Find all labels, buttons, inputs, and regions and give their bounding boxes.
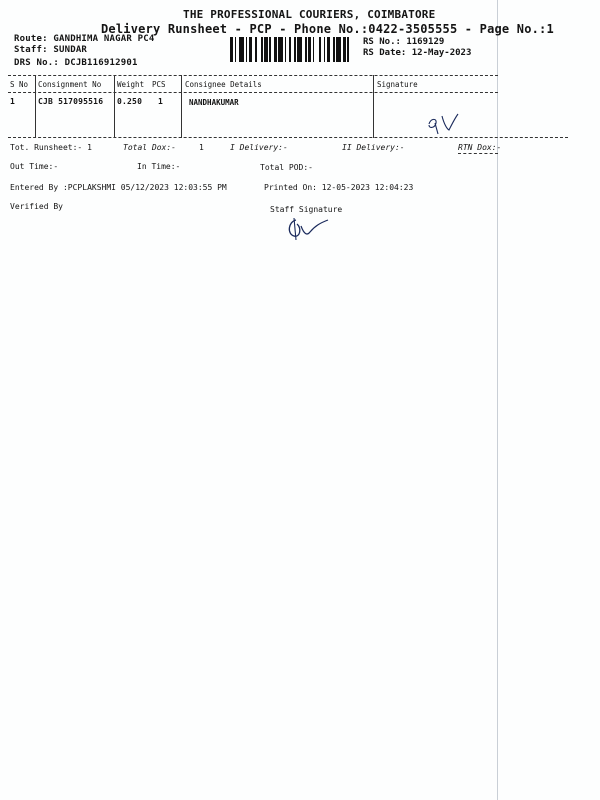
entered-by: Entered By :PCPLAKSHMI 05/12/2023 12:03:55 PM (10, 183, 227, 192)
route-line (14, 34, 154, 44)
cell-pcs: 1 (158, 97, 164, 106)
cell-consignment: CJB 517095516 (38, 97, 104, 106)
i-delivery: I Delivery:- (230, 143, 288, 152)
staff-signature-label: Staff Signature (270, 205, 343, 214)
table-top-border (8, 75, 498, 76)
barcode-bar (349, 37, 352, 62)
staff-line (14, 45, 87, 55)
scan-edge-line (497, 0, 498, 800)
total-dox-label: Total Dox:- (123, 143, 176, 152)
drs-value: DCJB116912901 (64, 58, 138, 68)
th-sno: S No (10, 80, 29, 89)
tot-runsheet: Tot. Runsheet:- 1 (10, 143, 92, 152)
route-value: GANDHIMA NAGAR PC4 (53, 34, 155, 44)
printed-on: Printed On: 12-05-2023 12:04:23 (264, 183, 414, 192)
th-consignee: Consignee Details (185, 80, 262, 89)
total-pod: Total POD:- (260, 163, 313, 172)
total-dox-value: 1 (199, 143, 204, 152)
consignee-signature (425, 110, 471, 136)
col-divider-2 (114, 75, 115, 138)
barcode (230, 37, 352, 62)
cell-sno: 1 (10, 97, 16, 106)
route-label: Route: (14, 34, 48, 44)
drs-line (14, 58, 138, 68)
verified-by: Verified By (10, 202, 63, 211)
out-time: Out Time:- (10, 162, 59, 171)
in-time: In Time:- (137, 162, 181, 171)
rs-date: RS Date: 12-May-2023 (363, 48, 472, 58)
staff-label: Staff: (14, 45, 48, 55)
rtn-dox: RTN Dox:- (458, 143, 502, 152)
ii-delivery: II Delivery:- (342, 143, 405, 152)
th-pcs: PCS (152, 80, 166, 89)
runsheet-title: Delivery Runsheet - PCP - Phone No.:0422-3505555 - Page No.:1 (101, 22, 554, 36)
th-weight: Weight (117, 80, 145, 89)
th-signature: Signature (377, 80, 418, 89)
staff-value: SUNDAR (53, 45, 88, 55)
col-divider-3 (181, 75, 182, 138)
table-header-border (8, 92, 498, 93)
table-bottom-border (8, 137, 568, 138)
col-divider-1 (35, 75, 36, 138)
col-divider-4 (373, 75, 374, 138)
drs-label: DRS No.: (14, 58, 59, 68)
cell-consignee: NANDHAKUMAR (189, 98, 239, 107)
th-consignment: Consignment No (38, 80, 102, 89)
rtn-dox-underline (458, 153, 498, 154)
rs-number: RS No.: 1169129 (363, 37, 445, 47)
staff-signature (284, 214, 332, 242)
company-name: THE PROFESSIONAL COURIERS, COIMBATORE (183, 8, 436, 21)
cell-weight: 0.250 (117, 97, 143, 106)
